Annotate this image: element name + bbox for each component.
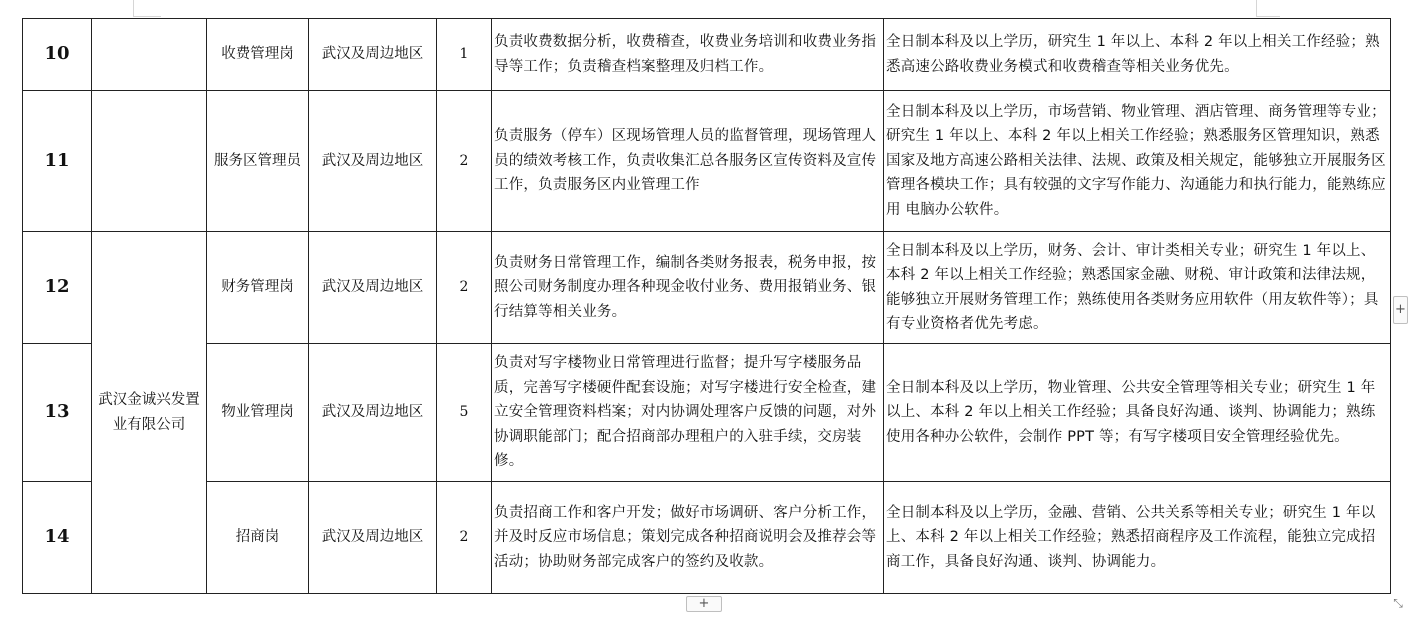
table-resize-icon[interactable]: ⤡ [1393, 596, 1403, 610]
page-corner-mark [133, 16, 161, 17]
company-cell-empty [92, 19, 207, 91]
hire-count: 2 [437, 232, 492, 344]
row-number: 10 [23, 19, 92, 91]
post-name: 服务区管理员 [207, 91, 309, 232]
job-duties: 负责收费数据分析，收费稽查，收费业务培训和收费业务指导等工作；负责稽查档案整理及归档工作。 [492, 19, 884, 91]
row-number: 13 [23, 344, 92, 482]
add-column-button[interactable]: + [1393, 296, 1408, 324]
hire-count: 2 [437, 91, 492, 232]
job-table [22, 18, 1391, 594]
post-name: 招商岗 [207, 482, 309, 594]
job-requirements: 全日制本科及以上学历，研究生 1 年以上、本科 2 年以上相关工作经验；熟悉高速公路收费业务模式和收费稽查等相关业务优先。 [884, 19, 1391, 91]
job-requirements: 全日制本科及以上学历，市场营销、物业管理、酒店管理、商务管理等专业；研究生 1 年以上、本科 2 年以上相关工作经验；熟悉服务区管理知识，熟悉国家及地方高速公路相关法律、法规、政策及相关规定，能够独立开展服务区管理各模块工作；具有较强的文字写作能力、沟通能力和执行能力，能熟练应用 电脑办公软件。 [884, 91, 1391, 232]
work-region: 武汉及周边地区 [309, 232, 437, 344]
row-number: 14 [23, 482, 92, 594]
page-corner-mark [1256, 16, 1280, 17]
table-row [23, 344, 1391, 482]
company-name: 武汉金诚兴发置业有限公司 [92, 232, 207, 594]
page-corner-mark [133, 0, 134, 16]
row-number: 11 [23, 91, 92, 232]
job-requirements: 全日制本科及以上学历，物业管理、公共安全管理等相关专业；研究生 1 年以上、本科 2 年以上相关工作经验；具备良好沟通、谈判、协调能力；熟练使用各种办公软件，会制作 PPT 等；有写字楼项目安全管理经验优先。 [884, 344, 1391, 482]
page-corner-mark [1256, 0, 1257, 16]
table-row [23, 19, 1391, 91]
table-row [23, 232, 1391, 344]
table-row [23, 482, 1391, 594]
work-region: 武汉及周边地区 [309, 91, 437, 232]
hire-count: 1 [437, 19, 492, 91]
work-region: 武汉及周边地区 [309, 482, 437, 594]
hire-count: 5 [437, 344, 492, 482]
company-cell-empty [92, 91, 207, 232]
job-requirements: 全日制本科及以上学历，金融、营销、公共关系等相关专业；研究生 1 年以上、本科 2 年以上相关工作经验；熟悉招商程序及工作流程，能独立完成招商工作，具备良好沟通、谈判、协调能力。 [884, 482, 1391, 594]
hire-count: 2 [437, 482, 492, 594]
job-requirements: 全日制本科及以上学历，财务、会计、审计类相关专业；研究生 1 年以上、本科 2 年以上相关工作经验；熟悉国家金融、财税、审计政策和法律法规，能够独立开展财务管理工作；熟练使用各类财务应用软件（用友软件等）；具有专业资格者优先考虑。 [884, 232, 1391, 344]
row-number: 12 [23, 232, 92, 344]
post-name: 财务管理岗 [207, 232, 309, 344]
work-region: 武汉及周边地区 [309, 19, 437, 91]
job-duties: 负责招商工作和客户开发；做好市场调研、客户分析工作，并及时反应市场信息；策划完成各种招商说明会及推荐会等活动；协助财务部完成客户的签约及收款。 [492, 482, 884, 594]
job-duties: 负责对写字楼物业日常管理进行监督；提升写字楼服务品质，完善写字楼硬件配套设施；对写字楼进行安全检查，建立安全管理资料档案；对内协调处理客户反馈的问题，对外协调职能部门；配合招商部办理租户的入驻手续，交房装修。 [492, 344, 884, 482]
work-region: 武汉及周边地区 [309, 344, 437, 482]
job-duties: 负责财务日常管理工作，编制各类财务报表，税务申报，按照公司财务制度办理各种现金收付业务、费用报销业务、银行结算等相关业务。 [492, 232, 884, 344]
post-name: 收费管理岗 [207, 19, 309, 91]
add-row-button[interactable]: + [686, 596, 722, 612]
table-row [23, 91, 1391, 232]
post-name: 物业管理岗 [207, 344, 309, 482]
job-duties: 负责服务（停车）区现场管理人员的监督管理，现场管理人员的绩效考核工作，负责收集汇总各服务区宣传资料及宣传工作，负责服务区内业管理工作 [492, 91, 884, 232]
